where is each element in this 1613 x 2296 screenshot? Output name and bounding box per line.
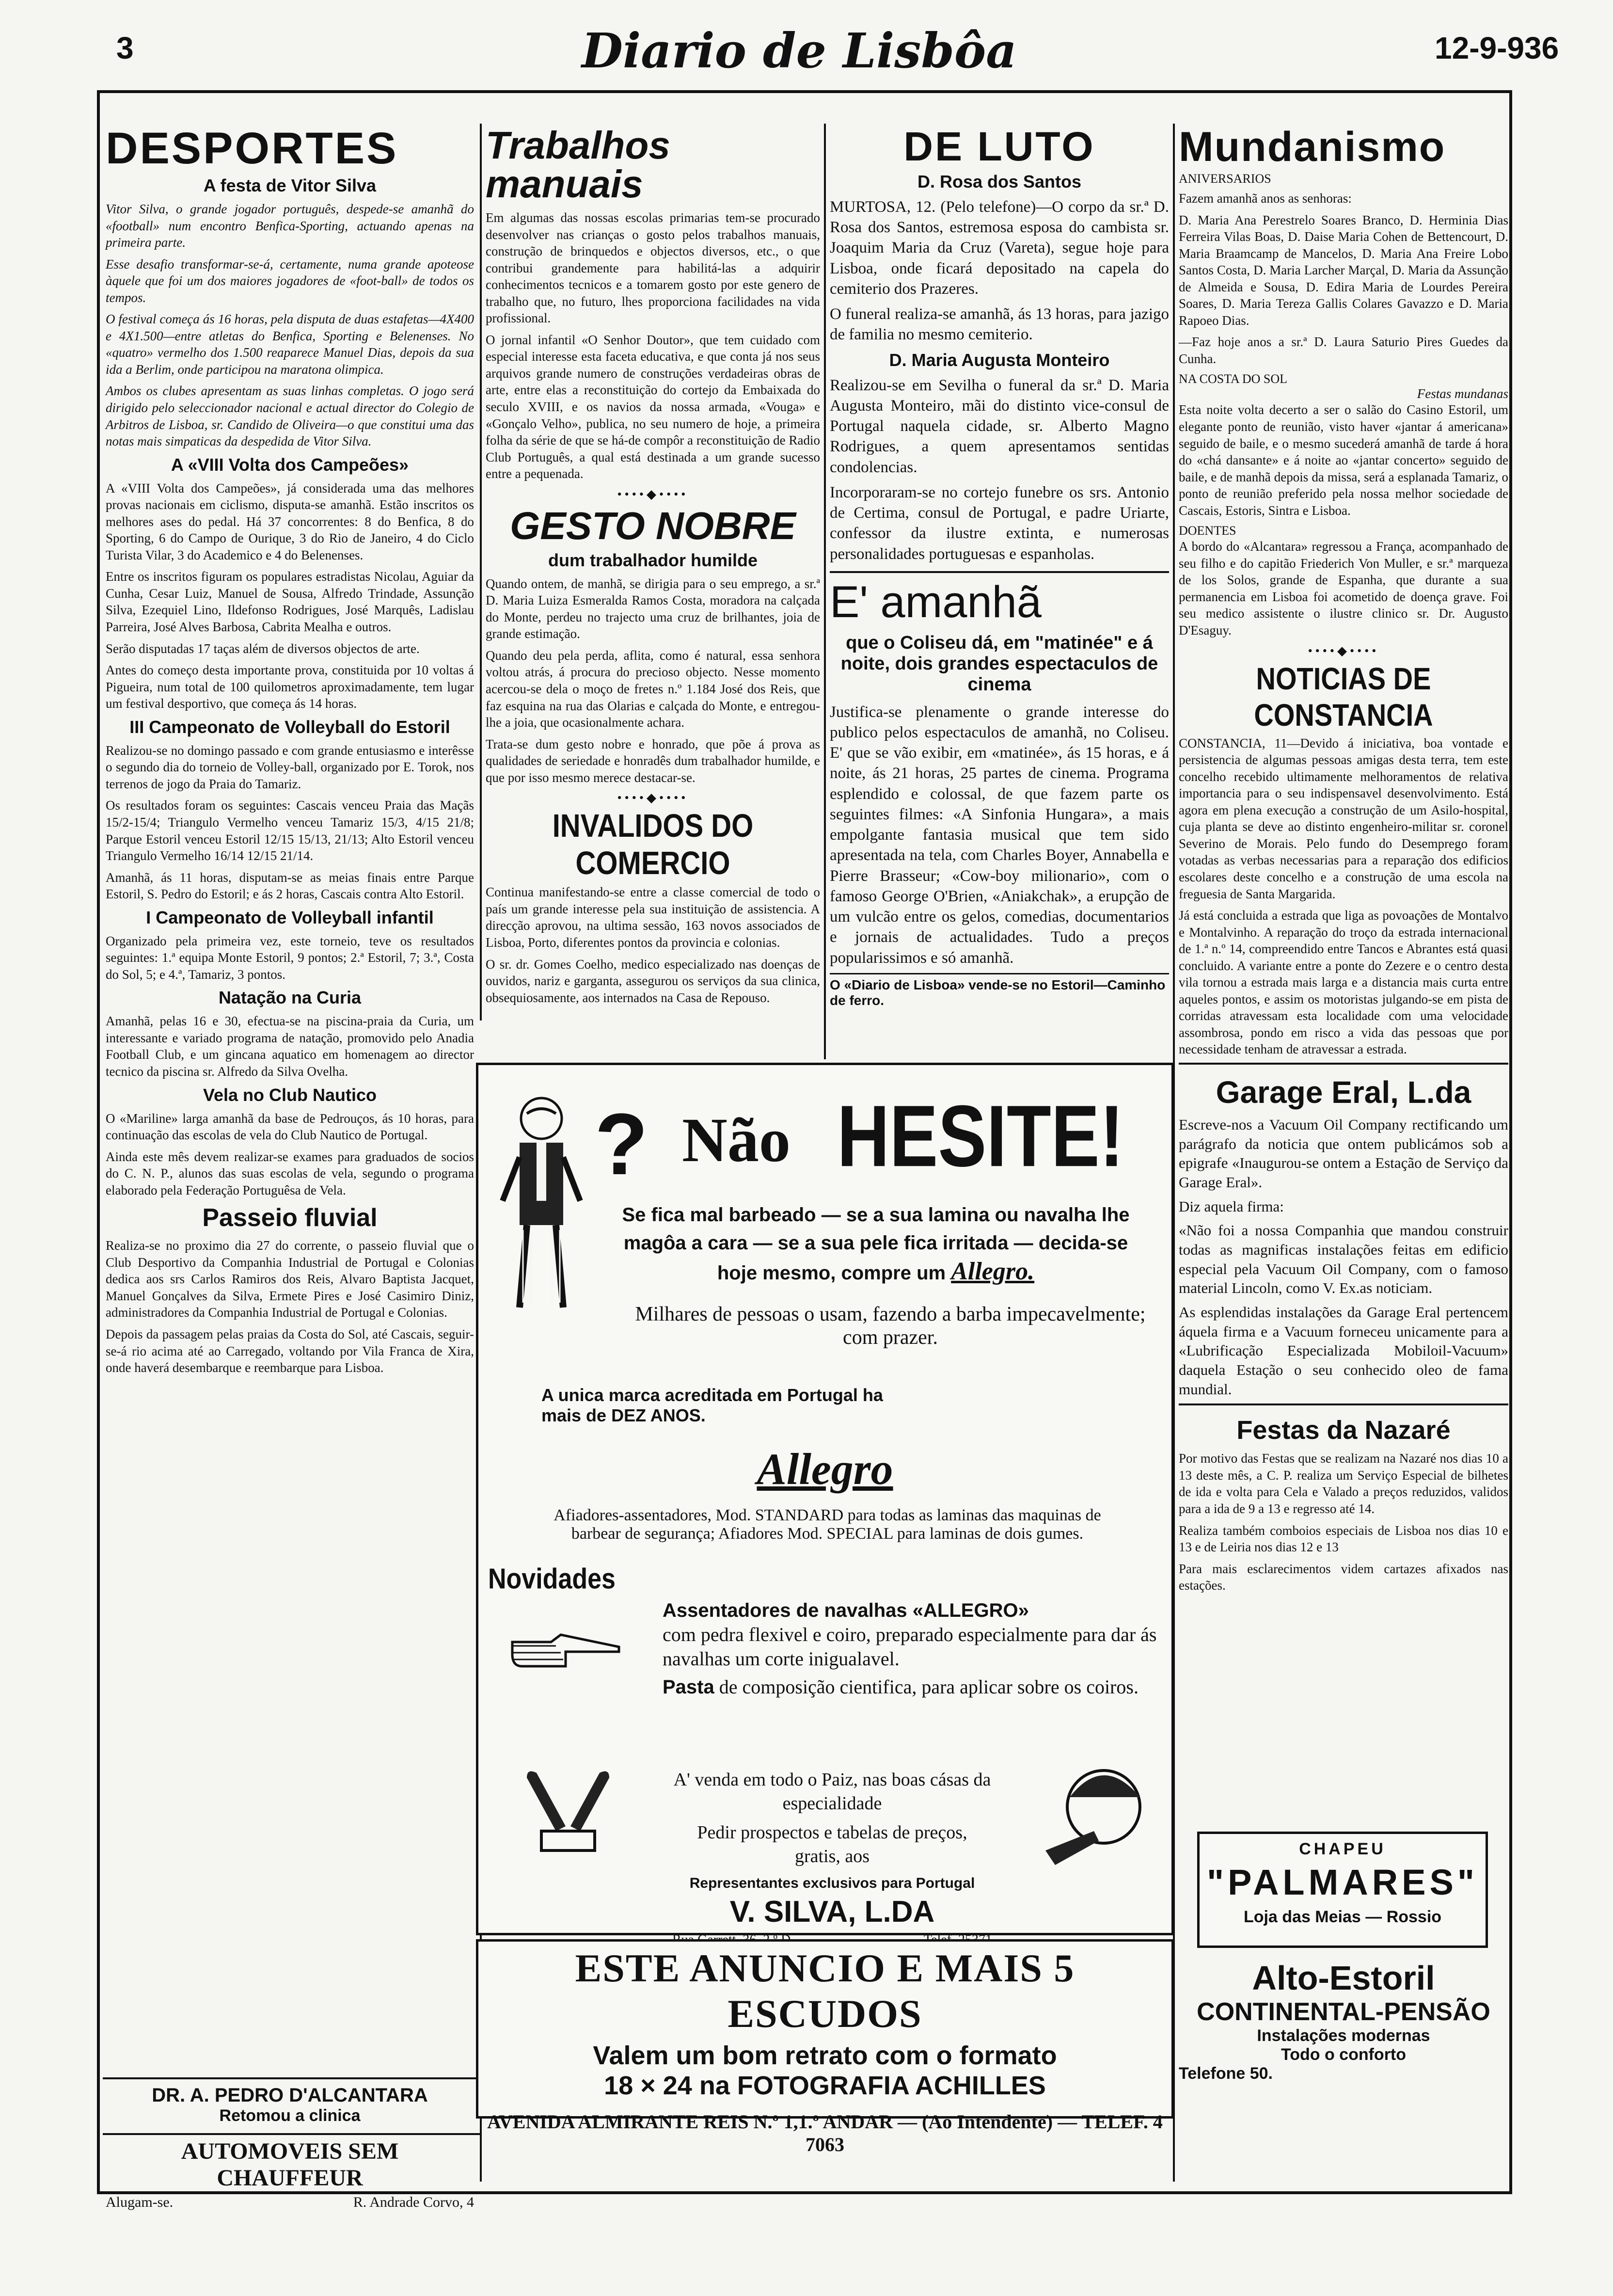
allegro-brand-logo: Allegro: [757, 1444, 893, 1494]
column-rule: [480, 124, 482, 1020]
article-paragraph: «Não foi a nossa Companhia que mandou construir todas as magnificas instalações feitas em edificio especial pela Vacuum Oil Company, com o famoso material Lincoln, como V. Ex.as noticiam.: [1179, 1222, 1508, 1297]
column-three: [830, 126, 1169, 1057]
article-paragraph: CONSTANCIA, 11—Devido á iniciativa, boa vontade e persistencia de algumas pessoas amigas desta terra, tem este concelho recebido ultimamente melhoramentos de relativa importancia para o seu indispensavel desenvolvimento. Está agora em plena execução a construção de um Asilo-hospital, cuja planta se deve ao distinto engenheiro-militar sr. coronel Severino de Morais. Pelo fundo do Desemprego foram votadas as verbas necessarias para a reparação dos edificios escolares deste concelho e a construção de uma escola na freguesia de Santa Margarida.: [1179, 735, 1508, 901]
mourning-title: DE LUTO: [903, 124, 1095, 169]
ad-text: Representantes exclusivos para Portugal: [689, 1875, 975, 1891]
garage-title: Garage Eral, L.da: [1216, 1074, 1471, 1110]
article-paragraph: Esse desafio transformar-se-á, certamente, numa grande apoteose àquele que foi um dos maiores jogadores de «foot-ball» de todos os tempos.: [106, 256, 474, 305]
ornament-divider: ••••◆••••: [1308, 643, 1379, 658]
alto-estoril-title: Alto-Estoril: [1252, 1959, 1435, 1997]
divider: [103, 2133, 480, 2135]
doctor-ad: [106, 2085, 474, 2125]
product-description: [663, 1598, 1157, 1699]
section-subtitle: III Campeonato de Volleyball do Estoril: [129, 717, 450, 737]
achilles-address: AVENIDA ALMIRANTE REIS N.º 1,1.º ANDAR — (Ao Intendente) — TELEF. 4 7063: [487, 2111, 1163, 2155]
news-heading: Novidades: [488, 1563, 616, 1595]
alto-estoril-subtitle: CONTINENTAL-PENSÃO: [1197, 1998, 1490, 2026]
pointing-hand-icon: [507, 1623, 624, 1676]
article-paragraph: Fazem amanhã anos as senhoras:: [1179, 191, 1352, 206]
newspaper-title: Diario de Lisbôa: [582, 23, 1017, 79]
article-paragraph: Justifica-se plenamente o grande interesse do publico pelos espectaculos de amanhã, no Coliseu. E' que se vão exibir, em «matinée», ás 15 horas, e á noite, ás 21 horas, 25 partes de cinema. Programa esplendido e colossal, de que fazem parte os seguintes filmes: «A Sinfonia Hungara», a mais empolgante fantasia musical que tem sido apresentada na tela, com Charles Boyer, Annabella e Pierre Brasseur; «Cow-boy milionario», com o famoso George O'Brien, «Aniakchak», a erupção de um vulcão entre os gelos, comedias, documentarios e jornais de actualidades. Tudo a preços popularissimos e só amanhã.: [830, 703, 1169, 967]
palmares-label: CHAPEU: [1299, 1840, 1386, 1858]
representative-name: V. SILVA, L.DA: [729, 1895, 935, 1929]
article-paragraph: Antes do começo desta importante prova, constituida por 10 voltas á Pigueira, num total de 100 quilometros aproximadamente, tem lugar um festival desportivo, que começa ás 14 horas.: [106, 663, 474, 711]
section-label: NA COSTA DO SOL: [1179, 372, 1288, 386]
palmares-title: "PALMARES": [1207, 1862, 1478, 1902]
page-number: 3: [116, 31, 134, 65]
gesture-title: GESTO NOBRE: [510, 504, 796, 547]
article-paragraph: O festival começa ás 16 horas, pela disputa de duas estafetas—4X400 e 4X1.500—entre atletas do Benfica, Sporting e Belenenses. No «quatro» vermelho dos 1.500 reaparece Manuel Dias, depois da sua ida a Berlim, onde participou na maratona olimpica.: [106, 312, 474, 377]
doctor-ad-subtitle: Retomou a clinica: [219, 2106, 361, 2125]
column-two: [486, 126, 820, 1018]
article-paragraph: MURTOSA, 12. (Pelo telefone)—O corpo da sr.ª D. Rosa dos Santos, estremosa esposa do cambista sr. Joaquim Maria da Cruz (Vareta), segue hoje para Lisboa, onde ficará depositado na capela do cemiterio dos Prazeres.: [830, 198, 1169, 298]
article-paragraph: Diz aquela firma:: [1179, 1197, 1284, 1215]
gesture-subtitle: dum trabalhador humilde: [548, 550, 758, 570]
column-rule: [824, 124, 826, 1059]
article-paragraph: Em algumas das nossas escolas primarias tem-se procurado desenvolver nas crianças o gosto pelos trabalhos manuais, construção de brinquedos e objectos diversos, etc., o que contribui grandemente para habilitá-las a adquirir conhecimentos tecnicos e a tomarem gosto por este genero de trabalho que, no futuro, lhes proporciona facilidades na vida profissional.: [486, 210, 820, 326]
article-paragraph: Realiza-se no proximo dia 27 do corrente, o passeio fluvial que o Club Desportivo da Companhia Industrial de Portugal e Colonias dedica aos srs Carlos Ramiros dos Reis, Alvaro Baptista Jacquet, Manuel Gonçalves da Silva, Ermete Pires e José Casimiro Diniz, administradores da Companhia Industrial de Portugal e Colonias.: [106, 1238, 474, 1320]
society-title: Mundanismo: [1179, 124, 1446, 170]
divider: [103, 2077, 480, 2079]
achilles-photo-ad: [476, 1939, 1174, 2155]
article-paragraph: Realizou-se em Sevilha o funeral da sr.ª D. Maria Augusta Monteiro, mãi do distinto vice-consul de Portugal naquela cidade, sr. Alberto Magno Rodrigues, a quem apresentamos sentidas condolencias.: [830, 376, 1169, 476]
product-text: com pedra flexivel e coiro, preparado especialmente para dar ás navalhas um corte inigualavel.: [663, 1624, 1157, 1670]
palmares-ad: [1197, 1832, 1488, 1948]
ad-text: Milhares de pessoas o usam, fazendo a barba impecavelmente; com prazer.: [635, 1303, 1146, 1349]
section-subtitle: I Campeonato de Volleyball infantil: [146, 907, 434, 927]
ad-text: Afiadores-assentadores, Mod. STANDARD para todas as laminas das maquinas de barbear de segurança; Afiadores Mod. SPECIAL para laminas de dois gumes.: [553, 1506, 1101, 1543]
article-paragraph: As esplendidas instalações da Garage Eral pertencem áquela firma e a Vacuum forneceu unicamente para a «Lubrificação Especializada Mobiloil-Vacuum» daquela Estação o seu conhecido oleo de fama mundial.: [1179, 1304, 1508, 1398]
issue-date: 12-9-936: [1435, 31, 1559, 65]
article-paragraph: Escreve-nos a Vacuum Oil Company rectificando um parágrafo da noticia que ontem publicámos sob a epigrafe «Inaugurou-se ontem a Estação de Serviço da Garage Eral».: [1179, 1116, 1508, 1191]
ornament-divider: ••••◆••••: [617, 791, 689, 805]
ad-headline-nao: Não: [682, 1105, 791, 1175]
article-paragraph: A «VIII Volta dos Campeões», já considerada uma das melhores provas nacionais em ciclismo, disputa-se amanhã. Estão inscritos os melhores ases do pedal. Há 37 concorrentes: 8 do Benfica, 8 do Sporting, 6 do Campo de Ourique, 3 do Rio de Janeiro, 4 do Ciclo Turista Vilar, 3 do Academico e 4 do Belenenses.: [106, 480, 474, 562]
ad-text: Pedir prospectos e tabelas de preços, gratis, aos: [697, 1822, 967, 1867]
article-paragraph: Ainda este mês devem realizar-se exames para graduados de socios do C. N. P., alunos das suas escolas de vela, segundo o programa elaborado pela Federação Portuguêsa de Vela.: [106, 1149, 474, 1197]
ad-text: A' venda em todo o Paiz, nas boas cásas da especialidade: [673, 1770, 991, 1814]
gentleman-illustration: [493, 1084, 590, 1312]
article-paragraph: Por motivo das Festas que se realizam na Nazaré nos dias 10 a 13 deste mês, a C. P. realiza um Serviço Especial de bilhetes de ida e volta para Cela e Valado a preços reduzidos, validos para a ida de 9 a 13 e regresso até 14.: [1179, 1451, 1508, 1516]
sales-info: [672, 1768, 992, 1949]
article-paragraph: Realiza também comboios especiais de Lisboa nos dias 10 e 13 e de Leiria nos dias 12 e 13: [1179, 1523, 1508, 1555]
article-paragraph: Ambos os clubes apresentam as suas linhas completas. O jogo será dirigido pelo seleccionador nacional e actual director do Colegio de Arbitros de Lisboa, sr. Candido de Oliveira—o que constitui uma das notas mais simpaticas da despedida de Vitor Silva.: [106, 383, 474, 449]
sales-notice: O «Diario de Lisboa» vende-se no Estoril—Caminho de ferro.: [830, 973, 1169, 1008]
section-subtitle: D. Rosa dos Santos: [917, 172, 1082, 191]
shaving-man-illustration: [1026, 1754, 1157, 1880]
razor-illustration: [507, 1758, 629, 1865]
achilles-text: Valem um bom retrato com o formato: [593, 2041, 1057, 2070]
section-label: Festas mundanas: [1417, 386, 1508, 401]
article-paragraph: Realizou-se no domingo passado e com grande entusiasmo e interêsse o segundo dia do torneio de Volley-ball, organizado por E. Torok, nos terrenos de jogo da Praia do Tamariz.: [106, 743, 474, 791]
article-paragraph: Esta noite volta decerto a ser o salão do Casino Estoril, um elegante ponto de reunião, visto haver «jantar á americana» seguido de baile, e o mesmo sucederá amanhã de tarde á hora do «chá dansante» e á noite ao «jantar concerto» seguido de baile, e de manhã depois da missa, será a esplanada Tamariz, o ponto de reunião preferido pela nossa melhor sociedade de Cascais, Estoris, Sintra e Lisboa.: [1179, 402, 1508, 518]
article-paragraph: Continua manifestando-se entre a classe comercial de todo o país um grande interesse pela sua instituição de assistencia. A direcção aprovou, na ultima sessão, 163 novos associados de Lisboa, Porto, diferentes pontos da provincia e colonias.: [486, 885, 820, 950]
alto-estoril-phone: Telefone 50.: [1179, 2064, 1273, 2083]
car-rental-address: R. Andrade Corvo, 4: [353, 2194, 474, 2210]
article-paragraph: Quando ontem, de manhã, se dirigia para o seu emprego, a sr.ª D. Maria Luiza Esmeralda Ramos Costa, moradora na calçada do Monte, perdeu no trajecto uma cruz de brilhantes, joia de grande estimação.: [486, 576, 820, 641]
section-subtitle: A festa de Vitor Silva: [203, 175, 377, 195]
section-label: ANIVERSARIOS: [1179, 172, 1271, 186]
alto-estoril-line: Instalações modernas: [1257, 2026, 1430, 2045]
article-paragraph: Amanhã, ás 11 horas, disputam-se as meias finais entre Parque Estoril, S. Pedro do Estoril; e ás 2 horas, Cascais contra Alto Estoril.: [106, 870, 474, 902]
article-paragraph: O jornal infantil «O Senhor Doutor», que tem cuidado com especial interesse esta faceta educativa, e que conta já nos seus arquivos grande numero de construções verdadeiras obras de arte, entre elas a reconstituição do cortejo da Embaixada do seculo XVIII, e os navios da nossa armada, «Vouga» e «Gonçalo Velho», publica, no seu numero de hoje, a primeira folha da série de que se há-de compôr a reconstituição de Radio Club Português, a qual está destinada a um grande sucesso entre a pequenada.: [486, 332, 820, 481]
allegro-brand-inline: Allegro.: [951, 1258, 1035, 1285]
section-label: DOENTES: [1179, 524, 1236, 538]
car-rental-title: AUTOMOVEIS SEM CHAUFFEUR: [181, 2138, 399, 2191]
product-name: Pasta: [663, 1676, 714, 1698]
article-paragraph: Trata-se dum gesto nobre e honrado, que põe á prova as qualidades de seriedade e honradês dum trabalhador humilde, e que por isso mesmo merece destacar-se.: [486, 736, 820, 785]
allegro-ad: [476, 1063, 1174, 1935]
article-paragraph: A bordo do «Alcantara» regressou a França, acompanhado de seu filho e do capitão Friederich Von Muller, e sr.ª marqueza de los Solos, grande de Espanha, que durante a sua permanencia em Lisboa foi acometido de doença grave. Foi seu medico assistente o ilustre clinico sr. Dr. Augusto D'Esaguy.: [1179, 539, 1508, 638]
sports-column: [106, 126, 474, 2075]
handicraft-title: Trabalhos manuais: [486, 124, 670, 206]
article-paragraph: O sr. dr. Gomes Coelho, medico especializado nas doenças de ouvidos, nariz e garganta, assegurou os serviços da sua clinica, obsequiosamente, aos internados na Casa de Repouso.: [486, 957, 820, 1005]
constancia-title: NOTICIAS DE CONSTANCIA: [1254, 660, 1433, 733]
article-paragraph: Para mais esclarecimentos videm cartazes afixados nas estações.: [1179, 1561, 1508, 1593]
sports-title: DESPORTES: [106, 124, 398, 173]
ornament-divider: ••••◆••••: [617, 487, 689, 501]
achilles-text: 18 × 24 na FOTOGRAFIA ACHILLES: [604, 2071, 1046, 2100]
article-paragraph: Amanhã, pelas 16 e 30, efectua-se na piscina-praia da Curia, um interessante e variado programa de natação, promovido pelo Anadia Football Club, e um gincana aquatico em homenagem ao director tecnico da piscina sr. Alfredo da Silva Ovelha.: [106, 1014, 474, 1079]
tomorrow-subtitle: que o Coliseu dá, em "matinée" e á noite, dois grandes espectaculos de cinema: [840, 632, 1158, 695]
article-paragraph: —Faz hoje anos a sr.ª D. Laura Saturio Pires Guedes da Cunha.: [1179, 335, 1508, 366]
article-paragraph: O funeral realiza-se amanhã, ás 13 horas, para jazigo de familia no mesmo cemiterio.: [830, 305, 1169, 344]
section-subtitle: A «VIII Volta dos Campeões»: [171, 454, 409, 475]
article-paragraph: Quando deu pela perda, aflita, como é natural, essa senhora voltou atrás, á procura do precioso objecto. Nesse momento acercou-se dela o moço de fretes n.º 1.184 José dos Reis, que faz esquina na rua das Olarias e calçada do Monte, e entregou-lhe a joia, que ocasionalmente achara.: [486, 648, 820, 730]
alto-estoril-ad: [1179, 1959, 1508, 2083]
section-subtitle: Passeio fluvial: [202, 1204, 378, 1232]
article-paragraph: Já está concluida a estrada que liga as povoações de Montalvo e Montalvinho. A reparação do troço da estrada internacional de 1.ª n.º 14, compreendido entre Tancos e Abrantes está quasi concluido. A variante entre a ponte do Zezere e o centro desta vila tornou a estrada mais larga e a distancia mais curta entre aqueles pontos, e assim os motoristas julgando-se em pista de corridas atravessam esta localidade com uma velocidade assombrosa, pondo em risco a vida das pessoas que por necessidade tenham de atravessar a estrada.: [1179, 908, 1508, 1057]
section-subtitle: Vela no Club Nautico: [203, 1084, 377, 1105]
article-paragraph: O «Mariline» larga amanhã da base de Pedrouços, ás 10 horas, para continuação das escolas de vela do Club Nautico de Portugal.: [106, 1111, 474, 1143]
article-paragraph: Organizado pela primeira vez, este torneio, teve os resultados seguintes: 1.ª equipa Monte Estoril, 9 pontos; 2.ª Estoril, 7; 3.ª, Costa do Sol, 5; e 4.ª, Tamariz, 3 pontos.: [106, 933, 474, 982]
car-rental-ad: [106, 2138, 474, 2211]
alto-estoril-line: Todo o conforto: [1281, 2045, 1407, 2064]
doctor-ad-title: DR. A. PEDRO D'ALCANTARA: [152, 2085, 428, 2106]
invalids-title: INVALIDOS DO COMERCIO: [552, 808, 754, 882]
ad-intro-text: [604, 1201, 1147, 1287]
section-subtitle: D. Maria Augusta Monteiro: [889, 350, 1110, 370]
article-paragraph: D. Maria Ana Perestrelo Soares Branco, D. Herminia Dias Ferreira Vilas Boas, D. Daise Maria Cohen de Bettencourt, D. Maria Braamcamp de Mancelos, D. Maria Ana Freire Lobo Santos Costa, D. Maria Larcher Marçal, D. Maria da Assunção de Almeida e Sousa, D. Edira Maria de Lourdes Pereira Soares, D. Maria Tereza Gallis Colares Gavazzo e D. Maria Rapoeo Dias.: [1179, 212, 1508, 328]
product-text: de composição cientifica, para aplicar sobre os coiros.: [719, 1676, 1139, 1698]
ad-intro-line: Se fica mal barbeado — se a sua lamina ou navalha lhe magôa a cara — se a sua pele fica irritada — decida-se hoje mesmo, compre um: [622, 1204, 1130, 1284]
article-paragraph: Incorporaram-se no cortejo funebre os srs. Antonio de Certima, consul de Portugal, e padre Uriarte, confessor da ilustre extinta, e numerosas personalidades portuguesas e espanholas.: [830, 483, 1169, 563]
question-mark: ?: [595, 1096, 648, 1193]
ad-headline-hesite: HESITE!: [837, 1087, 1124, 1185]
product-name: Assentadores de navalhas «ALLEGRO»: [663, 1600, 1029, 1621]
article-paragraph: Entre os inscritos figuram os populares estradistas Nicolau, Aguiar da Cunha, Cesar Luiz, Manuel de Sousa, Alfredo Trindade, Assunção Silva, Ezequiel Lino, Ildefonso Rodrigues, José Marquês, Ladislau Parreira, José Alves Barbosa, Cabrita Mealha e outros.: [106, 569, 474, 635]
section-subtitle: Natação na Curia: [218, 988, 362, 1008]
nazare-title: Festas da Nazaré: [1236, 1416, 1451, 1445]
ad-text: A unica marca acreditada em Portugal ha mais de DEZ ANOS.: [541, 1385, 883, 1425]
achilles-headline: ESTE ANUNCIO E MAIS 5 ESCUDOS: [575, 1946, 1075, 2036]
palmares-subtitle: Loja das Meias — Rossio: [1243, 1908, 1442, 1926]
article-paragraph: Serão disputadas 17 taças além de diversos objectos de arte.: [106, 641, 420, 656]
car-rental-text: Alugam-se.: [106, 2194, 174, 2210]
article-paragraph: Depois da passagem pelas praias da Costa do Sol, até Cascais, seguir-se-á rio acima até ao Carregado, voltando por Vila Franca de Xira, onde haverá desembarque e reembarque para Lisboa.: [106, 1326, 474, 1375]
tomorrow-title: E' amanhã: [830, 577, 1042, 627]
article-paragraph: Os resultados foram os seguintes: Cascais venceu Praia das Maçãs 15/2-15/4; Triangulo Vermelho venceu Tamariz 15/3, 4/15 21/8; Parque Estoril venceu Estoril 12/15 15/13, 21/13; Alto Estoril venceu Triangulo Vermelho 16/14 12/15 21/14.: [106, 798, 474, 863]
article-paragraph: Vitor Silva, o grande jogador português, despede-se amanhã do «football» num encontro Benfica-Sporting, actuando apenas na primeira parte.: [106, 202, 474, 250]
